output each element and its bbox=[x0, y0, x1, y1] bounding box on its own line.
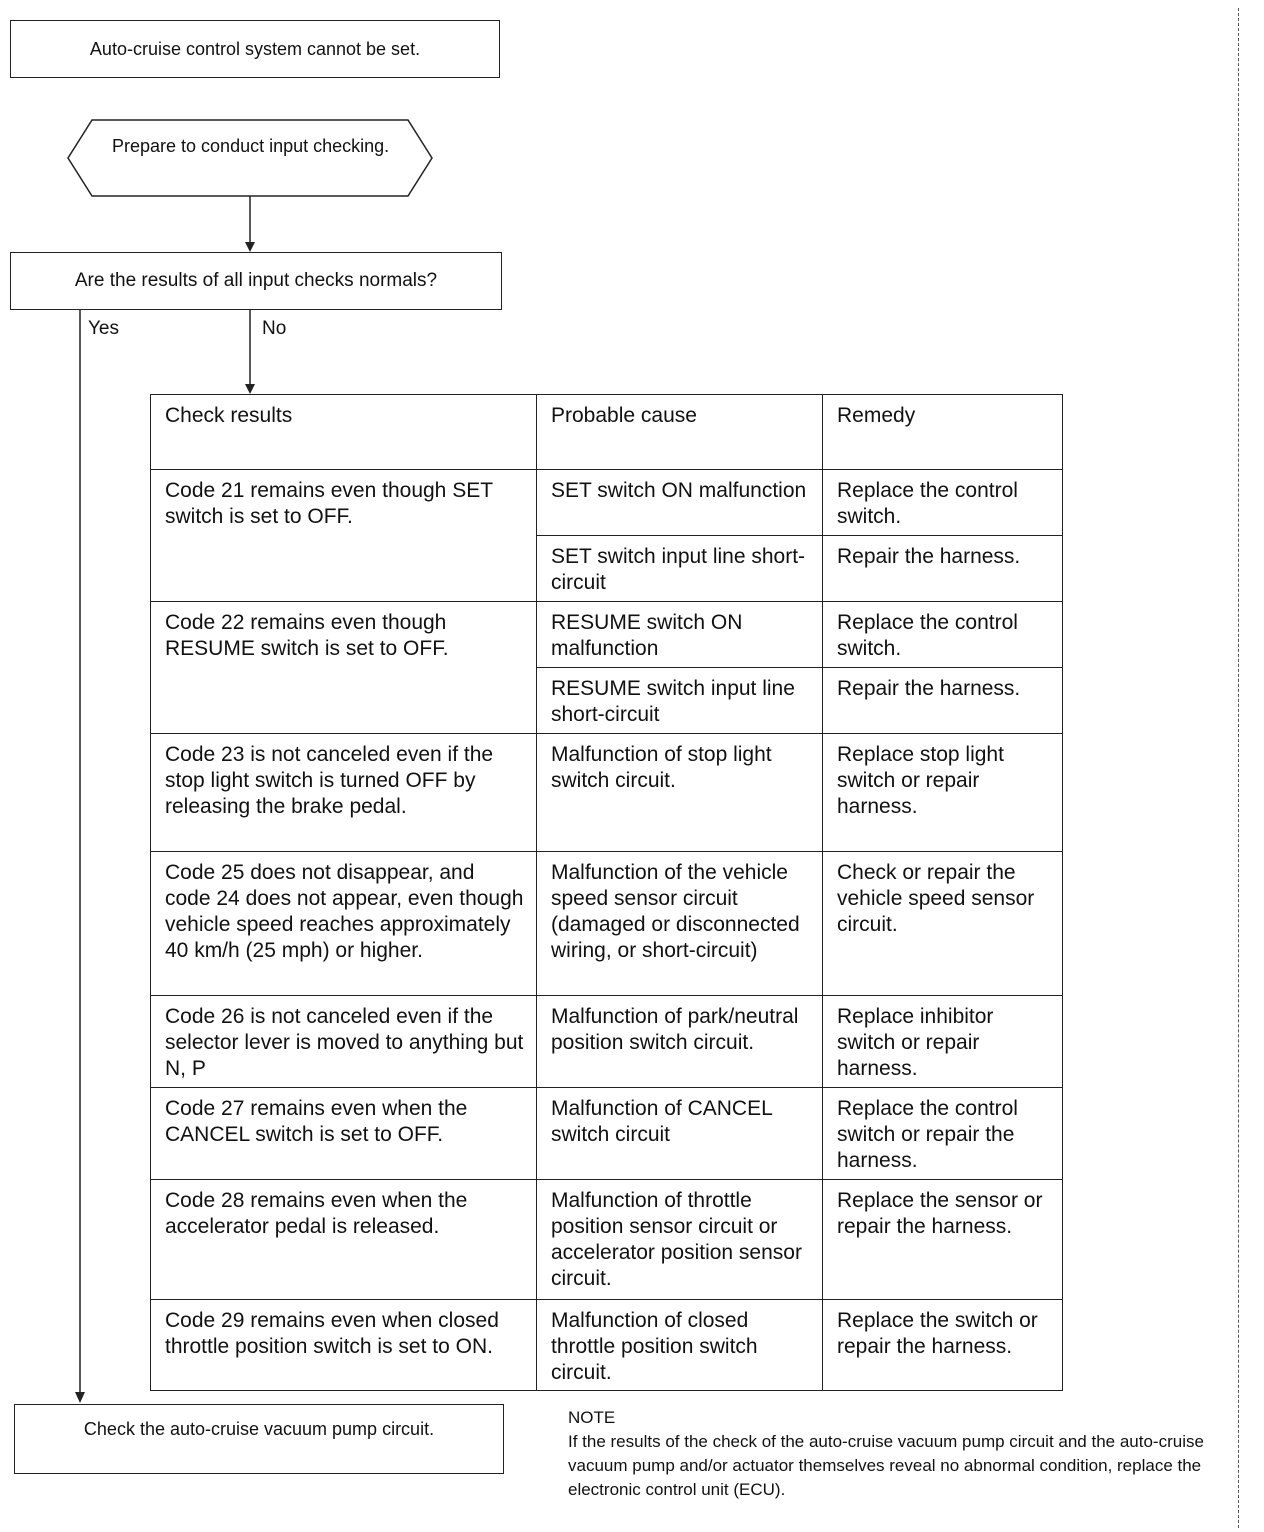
probable-cause-cell: Malfunction of closed throttle position switch circuit. bbox=[537, 1300, 823, 1391]
remedy-cell: Replace the control switch. bbox=[823, 470, 1063, 536]
decision-text: Are the results of all input checks normals? bbox=[74, 270, 438, 291]
table-row bbox=[151, 852, 1063, 996]
check-result-cell: Code 29 remains even when closed throttle position switch is set to ON. bbox=[151, 1300, 537, 1391]
arrowhead-end bbox=[75, 1392, 85, 1403]
probable-cause-cell: RESUME switch input line short-circuit bbox=[537, 668, 823, 734]
table-row bbox=[151, 996, 1063, 1088]
remedy-cell: Replace inhibitor switch or repair harness. bbox=[823, 996, 1063, 1088]
table-row bbox=[151, 602, 1063, 668]
probable-cause-cell: Malfunction of the vehicle speed sensor circuit (damaged or disconnected wiring, or short-circuit) bbox=[537, 852, 823, 996]
remedy-cell: Replace the control switch or repair the harness. bbox=[823, 1088, 1063, 1180]
note-text: If the results of the check of the auto-cruise vacuum pump circuit and the auto-cruise vacuum pump and/or actuator themselves reveal no abnormal condition, replace the electronic control unit (ECU). bbox=[568, 1432, 1204, 1499]
check-result-cell: Code 26 is not canceled even if the selector lever is moved to anything but N, P bbox=[151, 996, 537, 1088]
header-remedy: Remedy bbox=[823, 395, 1063, 470]
no-branch-label: No bbox=[262, 318, 287, 339]
page-margin-rule bbox=[1238, 8, 1239, 1528]
arrowhead-table bbox=[245, 384, 255, 394]
header-probable-cause: Probable cause bbox=[537, 395, 823, 470]
preparation-hexagon bbox=[68, 120, 432, 196]
preparation-text: Prepare to conduct input checking. bbox=[112, 136, 390, 156]
check-result-cell: Code 27 remains even when the CANCEL switch is set to OFF. bbox=[151, 1088, 537, 1180]
note-block bbox=[568, 1406, 1236, 1502]
probable-cause-cell: SET switch input line short-circuit bbox=[537, 536, 823, 602]
remedy-cell: Replace the sensor or repair the harness. bbox=[823, 1180, 1063, 1300]
check-result-cell: Code 22 remains even though RESUME switch is set to OFF. bbox=[151, 602, 537, 734]
check-result-cell: Code 28 remains even when the accelerator pedal is released. bbox=[151, 1180, 537, 1300]
remedy-cell: Replace stop light switch or repair harness. bbox=[823, 734, 1063, 852]
remedy-cell: Repair the harness. bbox=[823, 668, 1063, 734]
table-header-row bbox=[151, 395, 1063, 470]
table-row bbox=[151, 470, 1063, 536]
start-step-text: Auto-cruise control system cannot be set. bbox=[89, 38, 421, 59]
check-result-cell: Code 25 does not disappear, and code 24 does not appear, even though vehicle speed reaches approximately 40 km/h (25 mph) or higher. bbox=[151, 852, 537, 996]
table-row bbox=[151, 1088, 1063, 1180]
probable-cause-cell: Malfunction of throttle position sensor circuit or accelerator position sensor circuit. bbox=[537, 1180, 823, 1300]
end-step-box bbox=[14, 1404, 504, 1474]
note-title: NOTE bbox=[568, 1408, 616, 1427]
end-step-text: Check the auto-cruise vacuum pump circuit. bbox=[83, 1419, 435, 1439]
remedy-cell: Repair the harness. bbox=[823, 536, 1063, 602]
decision-box bbox=[10, 252, 502, 310]
remedy-cell: Check or repair the vehicle speed sensor circuit. bbox=[823, 852, 1063, 996]
table-row bbox=[151, 1300, 1063, 1391]
table-row bbox=[151, 1180, 1063, 1300]
check-result-cell: Code 23 is not canceled even if the stop light switch is turned OFF by releasing the brake pedal. bbox=[151, 734, 537, 852]
probable-cause-cell: Malfunction of CANCEL switch circuit bbox=[537, 1088, 823, 1180]
check-result-cell: Code 21 remains even though SET switch is set to OFF. bbox=[151, 470, 537, 602]
probable-cause-cell: Malfunction of park/neutral position switch circuit. bbox=[537, 996, 823, 1088]
remedy-cell: Replace the control switch. bbox=[823, 602, 1063, 668]
header-check-results: Check results bbox=[151, 395, 537, 470]
yes-branch-label: Yes bbox=[88, 318, 119, 339]
arrowhead-decision bbox=[245, 242, 255, 252]
check-results-table bbox=[150, 394, 1063, 1391]
probable-cause-cell: SET switch ON malfunction bbox=[537, 470, 823, 536]
remedy-cell: Replace the switch or repair the harness. bbox=[823, 1300, 1063, 1391]
probable-cause-cell: RESUME switch ON malfunction bbox=[537, 602, 823, 668]
probable-cause-cell: Malfunction of stop light switch circuit. bbox=[537, 734, 823, 852]
table-row bbox=[151, 734, 1063, 852]
